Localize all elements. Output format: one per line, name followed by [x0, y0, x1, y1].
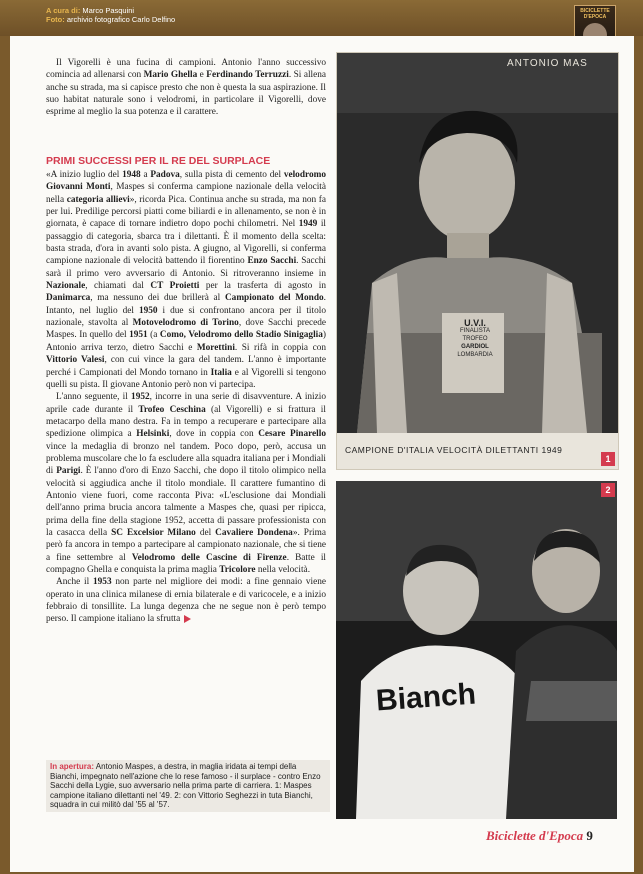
jersey-line-3: TROFEO	[462, 336, 488, 342]
photo1-bottom-caption: CAMPIONE D'ITALIA VELOCITÀ DILETTANTI 1949	[345, 445, 563, 455]
intro-paragraph: Il Vigorelli è una fucina di campioni. Antonio l'anno successivo comincia ad allenarsi con Mario Ghella e Ferdinando Terruzzi. Si allena anche su strada, ma si capisce presto che non è questa la sua aspirazione. Il suo habitat naturale sono i velodromi, in particolare il Vigorelli, dove esprime al meglio la sua potenza e il carattere.	[46, 58, 327, 118]
curator-label: A cura di:	[46, 6, 81, 15]
footer-title: Biciclette d'Epoca	[486, 828, 584, 843]
body-text: «A inizio luglio del 1948 a Padova, sulla pista di cemento del velodromo Giovanni Monti, Maspes si conferma campione nazionale della velocità nella categoria allievi», ricorda Pica. Continua anche su strada, ma non fa per lui. Predilige percorsi piatti come biliardi e in allenamento, se non è in giornata, è capace di tornare indietro dopo pochi chilometri. Nel 1949 il passaggio di categoria, sbarca tra i dilettanti. È il momento della scelta: basta strada, d'ora in avanti solo pista. A giugno, al Vigorelli, si conferma campione nazionale di velocità battendo il fiorentino Enzo Sacchi. Sacchi sarà il primo vero avversario di Antonio. Si ritroveranno insieme in Nazionale, chiamati dal CT Proietti per la trasferta di agosto in Danimarca, ma nessuno dei due brillerà al Campionato del Mondo. Intanto, nel luglio del 1950 i due si confrontano ancora per il titolo nazionale, stavolta al Motovelodromo di Torino, dove Sacchi precede Maspes. In quello del 1951 (a Como, Velodromo dello Stadio Sinigaglia) Antonio arriva terzo, dietro Sacchi e Morettini. Si rifà in coppia con Vittorio Valesi, con cui vince la gara del tandem. L'anno è importante perché i Campionati del Mondo tornano in Italia e al Vigorelli si tengono quelli su pista. Il giovane Antonio però non vi partecipa. L'anno seguente, il 1952, incorre in una serie di disavventure. A inizio aprile cade durante il Trofeo Ceschina (al Vigorelli) e si frattura il metacarpo della mano destra. Fa in tempo a recuperare e partecipare alla spedizione olimpica a Helsinki, dove in coppia con Cesare Pinarello vince la medaglia di bronzo nel tandem. Poco dopo, però, accusa un problema muscolare che lo fa escludere alla squadra italiana per i Mondiali di Parigi. È l'anno d'oro di Enzo Sacchi, che dopo il titolo olimpico nella velocità si aggiudica anche il titolo mondiale. Il carattere fumantino di Antonio viene fuori, come racconta Piva: «L'esclusione dai Mondiali dell'anno prima brucia ancora talmente a Maspes che, quasi per ripicca, prima della fine della stagione 1952, accetta di passare professionista con la casacca della SC Excelsior Milano del Cavaliere Dondena». Prima però fa ancora in tempo a partecipare al campionato nazionale, che si tiene a fine settembre al Velodromo delle Cascine di Firenze. Batte il compagno Ghella e conquista la prima maglia Tricolore nella velocità. Anche il 1953 non parte nel migliore dei modi: a fine gennaio viene operato in una clinica milanese di ernia bilaterale e di varicocele, e a inizio febbraio di tonsillite. La lunga degenza che ne segue non è però tempo perso. Il campione italiano la sfrutta	[46, 170, 327, 625]
caption-lead: In apertura:	[50, 762, 95, 771]
riders-illustration	[336, 481, 617, 819]
jersey-line-2: FINALISTA	[460, 328, 490, 334]
jersey-line-5: LOMBARDIA	[457, 352, 493, 358]
photo-maspes-portrait	[336, 52, 619, 470]
section-heading: PRIMI SUCCESSI PER IL RE DEL SURPLACE	[46, 155, 271, 167]
jersey-line-4: GARDIOL	[461, 344, 489, 350]
page-footer	[486, 828, 593, 844]
portrait-illustration	[337, 53, 618, 469]
photo1-jersey-text	[447, 319, 503, 359]
page-number: 9	[586, 828, 593, 843]
curator-name: Marco Pasquini	[82, 6, 135, 15]
caption-text: Antonio Maspes, a destra, in maglia iridata ai tempi della Bianchi, impegnato nell'azione che lo rese famoso - il surplace - contro Enzo Sacchi della Lygie, suo avversario nella prima parte di carriera. 1: Maspes campione italiano dilettanti nel '49. 2: con Vittorio Seghezzi in tuta Bianchi, squadra in cui militò dal '55 al '57.	[50, 762, 321, 810]
credits	[46, 6, 175, 24]
photo-credit: archivio fotografico Carlo Delfino	[66, 15, 176, 24]
photo1-name: ANTONIO MAS	[507, 58, 588, 69]
mag-thumb-title: BICICLETTE D'EPOCA	[580, 8, 610, 20]
photo-caption	[46, 760, 330, 812]
photo2-number: 2	[601, 483, 615, 497]
photo2-jersey-text: Bianch	[374, 677, 478, 718]
photo-maspes-seghezzi	[336, 481, 617, 819]
photo-label: Foto:	[46, 15, 65, 24]
jersey-line-1: U.V.I.	[464, 318, 486, 328]
photo1-number: 1	[601, 452, 615, 466]
continue-arrow-icon	[184, 615, 191, 623]
